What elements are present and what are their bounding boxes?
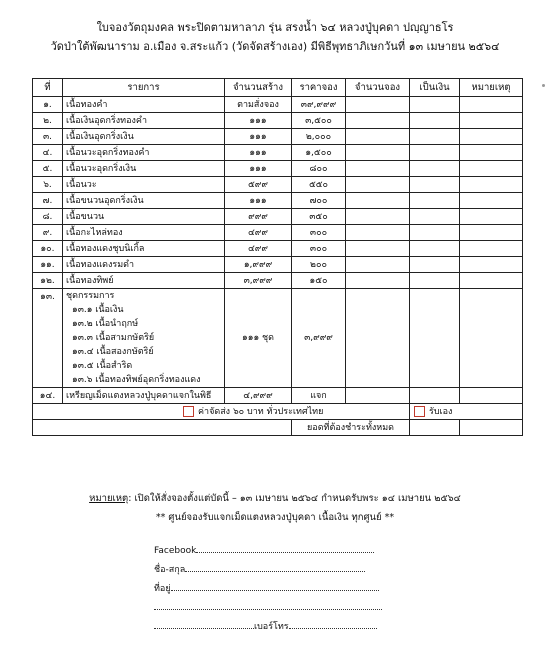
name-field[interactable] (154, 562, 382, 581)
cell-amount (410, 177, 460, 193)
cell-price: ๓๐๐ (292, 225, 346, 241)
note-line-1 (0, 491, 550, 506)
cell-order-qty[interactable] (346, 161, 410, 177)
cell-remark[interactable] (460, 193, 523, 209)
col-header-no: ที่ (33, 79, 63, 97)
table-row (33, 273, 523, 289)
cell-qty: ๑๑๑ ชุด (225, 289, 292, 388)
cell-amount (410, 161, 460, 177)
cell-amount (410, 241, 460, 257)
title-line-1: ใบจองวัตถุมงคล พระปิดตามหาลาภ รุ่น สรงน้ำ ๖๔ หลวงปู่บุคดา ปญฺญาธโร (96, 21, 454, 34)
cell-amount (410, 193, 460, 209)
cell-order-qty[interactable] (346, 273, 410, 289)
cell-qty: ๙๙๙ (225, 209, 292, 225)
cell-order-qty[interactable] (346, 193, 410, 209)
note-label: หมายเหตุ (89, 493, 129, 504)
cell-amount (410, 225, 460, 241)
address-field-2[interactable] (154, 600, 382, 619)
cell-price: ๘๐๐ (292, 161, 346, 177)
cell-qty: ๓,๙๙๙ (225, 273, 292, 289)
cell-amount (410, 209, 460, 225)
cell-no: ๓. (33, 129, 63, 145)
cell-remark[interactable] (460, 289, 523, 388)
set-sub-item: ๑๓.๓ เนื้อสามกษัตริย์ (72, 333, 155, 343)
cell-item: เนื้อนวะอุดกริ่งเงิน (63, 161, 225, 177)
cell-no: ๙. (33, 225, 63, 241)
table-row (33, 209, 523, 225)
cell-remark[interactable] (460, 161, 523, 177)
cell-item: เนื้อทองคำ (63, 97, 225, 113)
table-row (33, 177, 523, 193)
cell-item: เนื้อเงินอุดกริ่งเงิน (63, 129, 225, 145)
set-sub-item: ๑๓.๖ เนื้อทองทิพย์อุดกริ่งทองแดง (72, 375, 201, 385)
col-header-item: รายการ (63, 79, 225, 97)
cell-qty: ๔๙๙ (225, 225, 292, 241)
cell-no: ๑. (33, 97, 63, 113)
cell-item-set (63, 289, 225, 388)
cell-price: ๓๐๐ (292, 241, 346, 257)
set-sub-item: ๑๓.๔ เนื้อสองกษัตริย์ (72, 347, 154, 357)
table-header-row (33, 79, 523, 97)
cell-order-qty[interactable] (346, 225, 410, 241)
cell-qty: ๑๑๑ (225, 145, 292, 161)
cell-item: เนื้อเงินอุดกริ่งทองคำ (63, 113, 225, 129)
cell-item: เนื้อทองแดงรมดำ (63, 257, 225, 273)
facebook-label: Facebook (154, 546, 197, 556)
shipping-label: ค่าจัดส่ง ๖๐ บาท ทั่วประเทศไทย (198, 406, 324, 417)
note-line-2: ** ศูนย์จองรับแจกเม็ดแตงหลวงปู่บุคดา เนื้อเงิน ทุกศูนย์ ** (155, 512, 395, 523)
cell-price: ๒,๐๐๐ (292, 129, 346, 145)
col-header-amount: เป็นเงิน (410, 79, 460, 97)
pickup-checkbox[interactable] (414, 406, 425, 417)
cell-amount (410, 113, 460, 129)
facebook-field[interactable] (154, 543, 382, 562)
col-header-qty: จำนวนสร้าง (225, 79, 292, 97)
cell-qty: ตามสั่งจอง (225, 97, 292, 113)
pickup-cell (410, 404, 523, 420)
cell-amount (410, 145, 460, 161)
total-row (33, 420, 523, 436)
cell-order-qty[interactable] (346, 177, 410, 193)
cell-no: ๘. (33, 209, 63, 225)
cell-order-qty[interactable] (346, 257, 410, 273)
phone-field[interactable] (154, 619, 382, 638)
cell-price: ๗๐๐ (292, 193, 346, 209)
cell-no: ๑๑. (33, 257, 63, 273)
cell-no: ๕. (33, 161, 63, 177)
cell-price: ๓,๕๐๐ (292, 113, 346, 129)
cell-qty: ๔๙๙ (225, 241, 292, 257)
speck-mark (542, 84, 545, 87)
table-row (33, 225, 523, 241)
phone-label: เบอร์โทร (254, 622, 289, 632)
order-table (32, 78, 523, 436)
cell-remark[interactable] (460, 209, 523, 225)
cell-order-qty[interactable] (346, 209, 410, 225)
cell-qty: ๑๑๑ (225, 113, 292, 129)
cell-price: ๓๕๐ (292, 209, 346, 225)
cell-order-qty[interactable] (346, 289, 410, 388)
cell-order-qty[interactable] (346, 241, 410, 257)
cell-amount (410, 97, 460, 113)
contact-form (154, 543, 382, 638)
col-header-price: ราคาจอง (292, 79, 346, 97)
shipping-row (33, 404, 523, 420)
table-row (33, 193, 523, 209)
table-row (33, 161, 523, 177)
col-header-remark: หมายเหตุ (460, 79, 523, 97)
col-header-order-qty: จำนวนจอง (346, 79, 410, 97)
cell-remark[interactable] (460, 273, 523, 289)
name-label: ชื่อ-สกุล (154, 565, 186, 575)
cell-item: เนื้อทองทิพย์ (63, 273, 225, 289)
cell-no: ๒. (33, 113, 63, 129)
cell-order-qty[interactable] (346, 388, 410, 404)
cell-no: ๑๒. (33, 273, 63, 289)
cell-no: ๖. (33, 177, 63, 193)
pickup-label: รับเอง (429, 406, 453, 417)
cell-order-qty[interactable] (346, 113, 410, 129)
cell-item: เนื้อขนวน (63, 209, 225, 225)
cell-remark[interactable] (460, 257, 523, 273)
cell-no: ๔. (33, 145, 63, 161)
cell-qty: ๑๑๑ (225, 129, 292, 145)
cell-item: เนื้อขนวนอุดกริ่งเงิน (63, 193, 225, 209)
cell-price: ๓๙,๙๙๙ (292, 97, 346, 113)
cell-qty: ๔,๙๙๙ (225, 388, 292, 404)
cell-price: ๓,๙๙๙ (292, 289, 346, 388)
cell-price: แจก (292, 388, 346, 404)
cell-qty: ๕๙๙ (225, 177, 292, 193)
cell-amount (410, 273, 460, 289)
cell-amount (410, 257, 460, 273)
total-amount[interactable] (410, 420, 460, 436)
cell-remark[interactable] (460, 177, 523, 193)
cell-no: ๑๐. (33, 241, 63, 257)
table-row (33, 113, 523, 129)
table-row (33, 257, 523, 273)
table-row (33, 97, 523, 113)
cell-no: ๑๔. (33, 388, 63, 404)
note-text: : เปิดให้สั่งจองตั้งแต่บัดนี้ – ๑๓ เมษายน ๒๕๖๔ กำหนดรับพระ ๑๔ เมษายน ๒๕๖๔ (128, 493, 461, 504)
cell-remark[interactable] (460, 388, 523, 404)
cell-item: เหรียญเม็ดแตงหลวงปู่บุคดาแจกในพิธี (63, 388, 225, 404)
table-row (33, 241, 523, 257)
cell-remark[interactable] (460, 113, 523, 129)
cell-item: เนื้อกะไหล่ทอง (63, 225, 225, 241)
cell-amount (410, 129, 460, 145)
table-row (33, 129, 523, 145)
cell-item: เนื้อนวะอุดกริ่งทองคำ (63, 145, 225, 161)
table-row (33, 145, 523, 161)
cell-remark[interactable] (460, 129, 523, 145)
total-label: ยอดที่ต้องชำระทั้งหมด (292, 420, 410, 436)
title-line-2: วัดป่าใต้พัฒนาราม อ.เมือง จ.สระแก้ว (วัดจัดสร้างเอง) มีพิธีพุทธาภิเษกวันที่ ๑๓ เมษายน ๒๕๖๔ (50, 40, 500, 53)
shipping-cell (33, 404, 410, 420)
cell-price: ๑,๕๐๐ (292, 145, 346, 161)
address-field[interactable] (154, 581, 382, 600)
table-row-set (33, 289, 523, 388)
cell-order-qty[interactable] (346, 129, 410, 145)
cell-qty: ๑๑๑ (225, 193, 292, 209)
cell-amount (410, 289, 460, 388)
cell-item: เนื้อทองแดงชุบนิเกิ้ล (63, 241, 225, 257)
cell-item: เนื้อนวะ (63, 177, 225, 193)
shipping-checkbox[interactable] (183, 406, 194, 417)
cell-price: ๒๐๐ (292, 257, 346, 273)
cell-remark[interactable] (460, 241, 523, 257)
cell-remark[interactable] (460, 145, 523, 161)
cell-remark[interactable] (460, 97, 523, 113)
set-title: ชุดกรรมการ (66, 291, 115, 301)
cell-no: ๗. (33, 193, 63, 209)
set-sub-item: ๑๓.๕ เนื้อสำริด (72, 361, 133, 371)
address-label: ที่อยู่ (154, 584, 171, 594)
set-sub-item: ๑๓.๒ เนื้อนำฤกษ์ (72, 319, 139, 329)
set-sub-item: ๑๓.๑ เนื้อเงิน (72, 305, 124, 315)
cell-amount (410, 388, 460, 404)
cell-order-qty[interactable] (346, 97, 410, 113)
cell-remark[interactable] (460, 225, 523, 241)
cell-price: ๕๕๐ (292, 177, 346, 193)
cell-no: ๑๓. (33, 289, 63, 388)
cell-qty: ๑,๙๙๙ (225, 257, 292, 273)
table-row-coin (33, 388, 523, 404)
cell-order-qty[interactable] (346, 145, 410, 161)
cell-price: ๑๕๐ (292, 273, 346, 289)
cell-qty: ๑๑๑ (225, 161, 292, 177)
